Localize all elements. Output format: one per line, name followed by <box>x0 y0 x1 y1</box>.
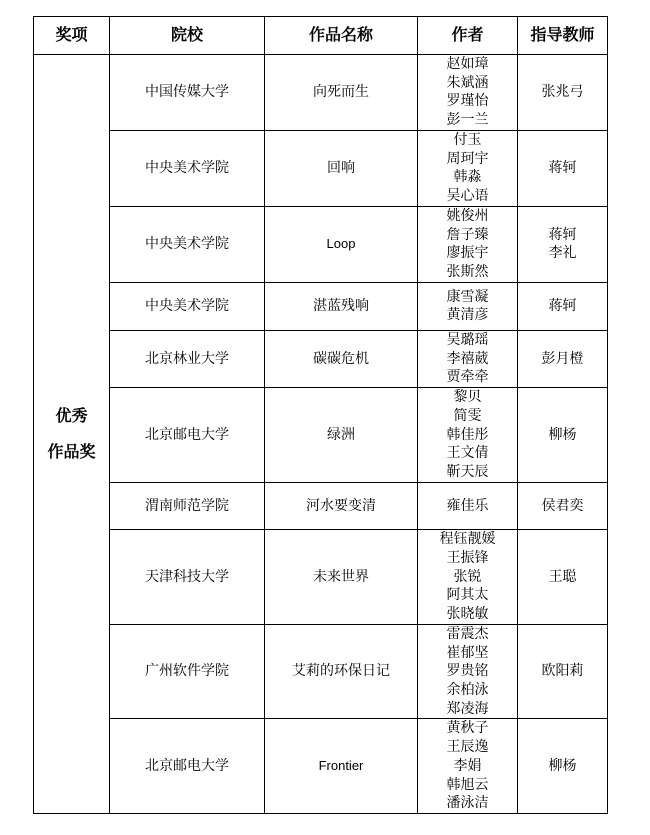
author-name: 阿其太 <box>446 587 489 604</box>
header-advisor: 指导教师 <box>518 17 608 55</box>
author-name: 郑凌海 <box>446 700 489 717</box>
authors-cell <box>418 482 518 529</box>
author-name: 黄清彦 <box>446 307 489 324</box>
author-name: 康雪凝 <box>446 288 489 305</box>
author-name: 王辰逸 <box>446 739 489 756</box>
author-name: 雍佳乐 <box>446 497 489 514</box>
advisor-cell <box>518 624 608 719</box>
author-name: 付玉 <box>453 131 482 148</box>
table-row <box>34 55 608 131</box>
authors-cell <box>418 330 518 387</box>
advisor-name: 欧阳莉 <box>541 663 584 680</box>
advisor-cell <box>518 130 608 206</box>
table-row <box>34 719 608 814</box>
work-title-cell: Frontier <box>265 719 418 814</box>
school-cell: 北京邮电大学 <box>110 387 265 482</box>
author-name: 吴心语 <box>446 188 489 205</box>
author-name: 赵如璋 <box>446 56 489 72</box>
work-title-cell: 绿洲 <box>265 387 418 482</box>
authors-cell <box>418 206 518 282</box>
author-name: 张锐 <box>453 568 482 585</box>
advisor-name: 张兆弓 <box>541 84 584 101</box>
author-name: 靳天辰 <box>446 463 489 480</box>
table-row <box>34 387 608 482</box>
author-name: 黄秋子 <box>446 720 489 737</box>
author-name: 罗贵铭 <box>446 663 489 680</box>
advisor-cell <box>518 387 608 482</box>
header-work: 作品名称 <box>265 17 418 55</box>
author-name: 韩淼 <box>453 169 482 186</box>
advisor-name: 柳杨 <box>548 426 577 443</box>
award-category-cell <box>34 55 110 814</box>
school-cell: 中央美术学院 <box>110 282 265 330</box>
author-name: 崔郁坚 <box>446 644 489 661</box>
authors-cell <box>418 624 518 719</box>
authors-cell <box>418 55 518 131</box>
author-name: 王振锋 <box>446 549 489 566</box>
author-name: 罗瑾怡 <box>446 93 489 110</box>
table-row <box>34 330 608 387</box>
authors-cell <box>418 719 518 814</box>
author-name: 李禧葳 <box>446 350 489 367</box>
advisor-name: 柳杨 <box>548 757 577 774</box>
author-name: 黎贝 <box>453 389 482 406</box>
table-row <box>34 282 608 330</box>
author-name: 简雯 <box>453 407 482 424</box>
school-cell: 北京林业大学 <box>110 330 265 387</box>
work-title-cell: Loop <box>265 206 418 282</box>
author-name: 周珂宇 <box>446 150 489 167</box>
advisor-name: 王聪 <box>548 568 577 585</box>
work-title-cell: 回响 <box>265 130 418 206</box>
work-title-cell: 湛蓝残响 <box>265 282 418 330</box>
table-row <box>34 482 608 529</box>
work-title-cell: 向死而生 <box>265 55 418 131</box>
award-category-line: 作品奖 <box>47 441 96 461</box>
table-row <box>34 624 608 719</box>
school-cell: 渭南师范学院 <box>110 482 265 529</box>
author-name: 王文倩 <box>446 445 489 462</box>
table-row <box>34 130 608 206</box>
awards-table <box>33 16 608 814</box>
authors-cell <box>418 282 518 330</box>
advisor-name: 蒋轲 <box>548 159 577 176</box>
table-row <box>34 206 608 282</box>
work-title-cell: 河水要变清 <box>265 482 418 529</box>
author-name: 廖振宇 <box>446 245 489 262</box>
school-cell: 广州软件学院 <box>110 624 265 719</box>
authors-cell <box>418 387 518 482</box>
author-name: 韩佳彤 <box>446 426 489 443</box>
advisor-cell <box>518 719 608 814</box>
author-name: 詹子臻 <box>446 226 489 243</box>
author-name: 张斯然 <box>446 264 489 281</box>
advisor-name: 侯君奕 <box>541 497 584 514</box>
school-cell: 中央美术学院 <box>110 130 265 206</box>
author-name: 姚俊州 <box>446 207 489 224</box>
advisor-cell <box>518 482 608 529</box>
authors-cell <box>418 130 518 206</box>
work-title-cell: 碳碳危机 <box>265 330 418 387</box>
advisor-cell <box>518 206 608 282</box>
advisor-name: 李礼 <box>548 245 577 262</box>
author-name: 潘泳洁 <box>446 795 489 812</box>
school-cell: 北京邮电大学 <box>110 719 265 814</box>
author-name: 余柏泳 <box>446 682 489 699</box>
work-title-cell: 未来世界 <box>265 529 418 624</box>
header-award: 奖项 <box>34 17 110 55</box>
work-title-cell: 艾莉的环保日记 <box>265 624 418 719</box>
author-name: 张晓敏 <box>446 605 489 622</box>
author-name: 吴璐瑶 <box>446 331 489 348</box>
table-row <box>34 529 608 624</box>
header-authors: 作者 <box>418 17 518 55</box>
authors-cell <box>418 529 518 624</box>
award-category-line: 优秀 <box>55 405 88 425</box>
author-name: 程钰靓媛 <box>439 531 496 548</box>
advisor-cell <box>518 282 608 330</box>
advisor-cell <box>518 55 608 131</box>
header-row <box>34 17 608 55</box>
advisor-name: 蒋轲 <box>548 226 577 243</box>
advisor-cell <box>518 330 608 387</box>
header-school: 院校 <box>110 17 265 55</box>
advisor-name: 蒋轲 <box>548 297 577 314</box>
advisor-cell <box>518 529 608 624</box>
author-name: 韩旭云 <box>446 776 489 793</box>
table-body <box>34 55 608 814</box>
author-name: 贾牵牵 <box>446 369 489 386</box>
author-name: 彭一兰 <box>446 112 489 129</box>
author-name: 雷震杰 <box>446 625 489 642</box>
school-cell: 天津科技大学 <box>110 529 265 624</box>
school-cell: 中央美术学院 <box>110 206 265 282</box>
school-cell: 中国传媒大学 <box>110 55 265 131</box>
author-name: 李娟 <box>453 757 482 774</box>
author-name: 朱斌涵 <box>446 74 489 91</box>
advisor-name: 彭月橙 <box>541 350 584 367</box>
